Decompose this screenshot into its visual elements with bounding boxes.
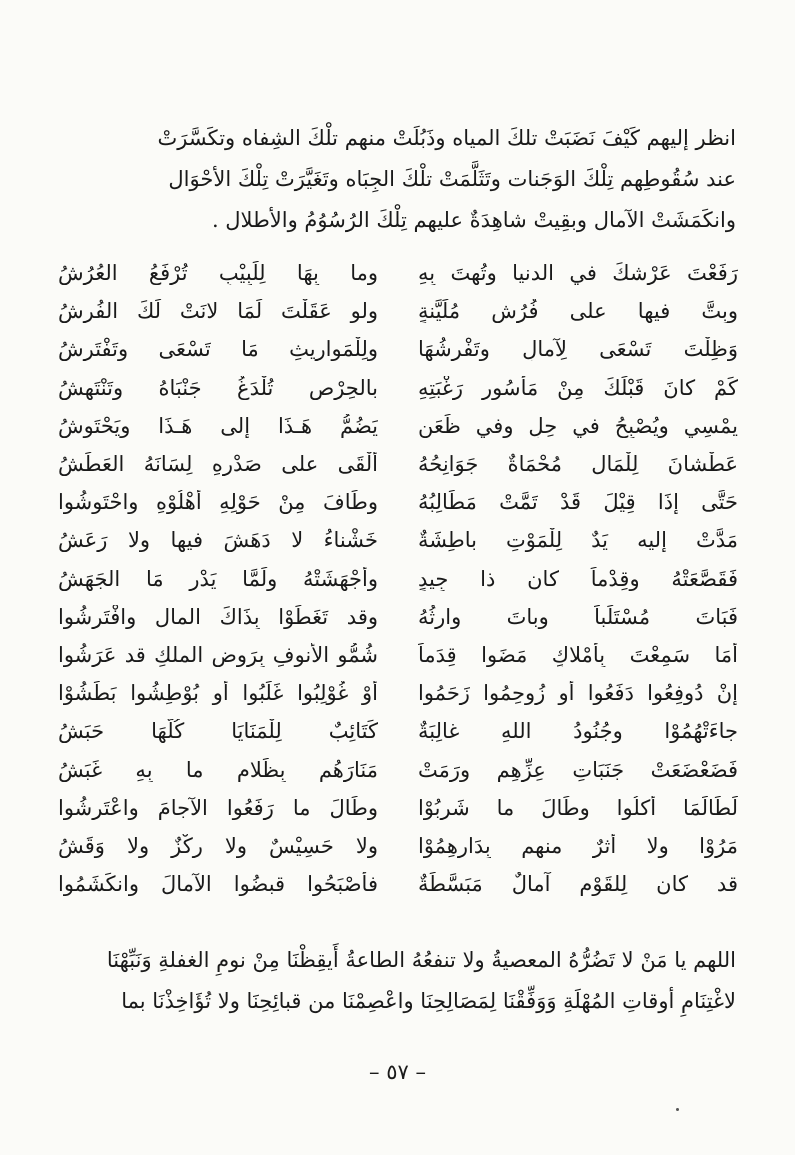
verse-second-hemistich: خَشْناءُ لا دَهَشَ فيها ولا رَعَشُ <box>58 528 378 553</box>
poem-verse <box>58 674 738 712</box>
poem-verse <box>58 827 738 865</box>
verse-second-hemistich: ولو عَقَلْتَ لَمَا لانَتْ لَكَ الفُرشُ <box>58 299 378 324</box>
intro-line: انظر إليهم كَيْفَ نَضَبَتْ تلكَ المياه وذَبُلَتْ منهم تلْكَ الشِفاه وتكَسَّرَتْ <box>157 126 736 150</box>
verse-second-hemistich: وطَافَ مِنْ حَوْلِهِ أَهْلُوْهِ واحْتَوشُوا <box>58 490 378 515</box>
verse-first-hemistich: رَفَعْتَ عَرْشكَ في الدنيا وتُهتَ بِهِ <box>418 261 738 286</box>
verse-second-hemistich: وقد تَغَطَوْا بِذَاكَ المالِ وافْتَرشُوا <box>58 604 378 629</box>
poem-verse <box>58 560 738 598</box>
poem-verse <box>58 369 738 407</box>
poem-verse <box>58 598 738 636</box>
verse-first-hemistich: إنْ دُوفِعُوا دَفَعُوا أو زُوحِمُوا زَحَمُوا <box>418 681 738 706</box>
poem-verse <box>58 483 738 521</box>
verse-first-hemistich: وبِتَّ فيها على فُرُشٍ مُلَيَّنةٍ <box>418 299 738 324</box>
poem-verse <box>58 445 738 483</box>
poem-verse <box>58 407 738 445</box>
intro-line: وانكَمَشَتْ الآمال وبقِيتْ شاهِدَةٌ عليهم تِلْكَ الرُسُوُمُ والأطلال . <box>211 208 736 232</box>
verse-first-hemistich: يمْسِي ويُصْبِحُ في حِلٍ وفي ظَعَنٍ <box>418 413 738 438</box>
verse-first-hemistich: مَدَّتْ إليه يَدٌ لِلْمَوْتِ باطِشَةٌ <box>418 528 738 553</box>
intro-paragraph <box>68 118 736 241</box>
verse-second-hemistich: فأَصْبَحُوا قبضُوا الآمالَ وانكَشَمُوا <box>58 872 378 897</box>
verse-second-hemistich: أَلْقَى على صَدْرِهِ لِسَانَهُ العَطَشُ <box>58 452 378 477</box>
poem-verse <box>58 292 738 330</box>
verse-second-hemistich: يَضُمُّ هَـذَا إلى هَـذَا ويَحْتَوِشُ <box>58 413 378 438</box>
verse-second-hemistich: بالحِرْصِ تُلْدَغُ جَنْبَاهُ وتَنْتَهِشُ <box>58 375 378 400</box>
poem-verse <box>58 712 738 750</box>
verse-second-hemistich: وما بِهَا لِلَبِيْبِ تُرْفَعُ العُرُشُ <box>58 261 378 286</box>
closing-prayer-paragraph <box>68 940 736 1022</box>
scan-speck <box>676 1108 679 1111</box>
poem-verse <box>58 521 738 559</box>
verse-first-hemistich: قد كان لِلقَوْمِ آمالٌ مَبَسَّطَةٌ <box>418 872 738 897</box>
verse-first-hemistich: مَرُوْا ولا أثرٌ منهم بِدَارِهِمُوْا <box>418 833 738 858</box>
verse-first-hemistich: فَضَعْضَعَتْ جَنَبَاتِ عِزِّهِم ورَمَتْ <box>418 757 738 782</box>
prayer-line: اللهم يا مَنْ لا تَضُرُّهُ المعصيةُ ولا تنفعُهُ الطاعةُ أَيقِظْنَا مِنْ نومِ الغفلةِ وَنَبِّهْنَا <box>106 948 736 972</box>
verse-second-hemistich: ولِلْمَوارِيثِ مَا تَسْعَى وتَفْتَرِشُ <box>58 337 378 362</box>
verse-first-hemistich: كَمْ كانَ قَبْلَكَ مِنْ مَأسُورِ رَغْبَتِهِ <box>418 375 738 400</box>
poem-verse <box>58 330 738 368</box>
poem-verse <box>58 750 738 788</box>
verse-first-hemistich: فَقَصَّعَتْهُ وقِدْماً كان ذا جِيدٍ <box>418 566 738 591</box>
verse-first-hemistich: جاءَتْهُمُوْا وجُنُودُ اللهِ غالِبَةٌ <box>418 719 738 744</box>
verse-second-hemistich: وأَجْهَشَتْهُ ولَمَّا يَدْرِ مَا الجَهَشُ <box>58 566 378 591</box>
verse-first-hemistich: فَبَاتَ مُسْتَلَباً وباتَ وارِثُهُ <box>418 604 738 629</box>
prayer-line: لاغْتِنَامِ أوقاتِ المُهْلَةِ وَوَفِّقْنَا لِمَصَالِحِنَا واعْصِمْنَا من قبائِحِنَا ولا تُؤَاخِذْنَا بما <box>121 989 736 1013</box>
poem-verse <box>58 254 738 292</box>
intro-line: عند سُقُوطِهم تِلْكَ الوَجَنات وتَثَلَّمَتْ تلْكَ الجِبَاه وتَغَيَّرَتْ تِلْكَ الأحْوَال <box>168 167 736 191</box>
poem-verse <box>58 865 738 903</box>
poem-verse <box>58 636 738 674</box>
poem <box>58 254 738 903</box>
verse-first-hemistich: أَمَا سَمِعْتَ بِأَمْلاكٍ مَضَوا قِدَماً <box>418 642 738 667</box>
verse-second-hemistich: شُمُّو الأنوفِ بِرَوضِ الملكِ قد عَرَشُوا <box>58 642 378 667</box>
verse-first-hemistich: وَظِلْتَ تَسْعَى لِآمالٍ وتَفْرشُهَا <box>418 337 738 362</box>
verse-first-hemistich: لَطَالَمَا أكلُوا وطَالَ ما شَرِبُوْا <box>418 795 738 820</box>
verse-first-hemistich: عَطْشانَ لِلْمَالِ مُحْمَاةٌ جَوَانِحُهُ <box>418 452 738 477</box>
page-number: – ٥٧ – <box>369 1060 426 1084</box>
verse-second-hemistich: كَتَائِبٌ لِلْمَنَايَا كُلُّهَا حَبَشُ <box>58 719 378 744</box>
verse-second-hemistich: مَنَارَهُم بِظَلامٍ ما بِهِ غَبَشُ <box>58 757 378 782</box>
verse-first-hemistich: حَتَّى إذَا قِيْلَ قَدْ تَمَّتْ مَطَالِبُهُ <box>418 490 738 515</box>
verse-second-hemistich: ولا حَسِيْسٌ ولا رِكْزٌ ولا وَقَشُ <box>58 833 378 858</box>
poem-verse <box>58 789 738 827</box>
verse-second-hemistich: وطَالَ ما رَفَعُوا الآجامَ واعْتَرشُوا <box>58 795 378 820</box>
verse-second-hemistich: أَوْ غُوْلِبُوا غَلَبُوا أو بُوْطِشُوا بَطَشُوْا <box>58 681 378 706</box>
